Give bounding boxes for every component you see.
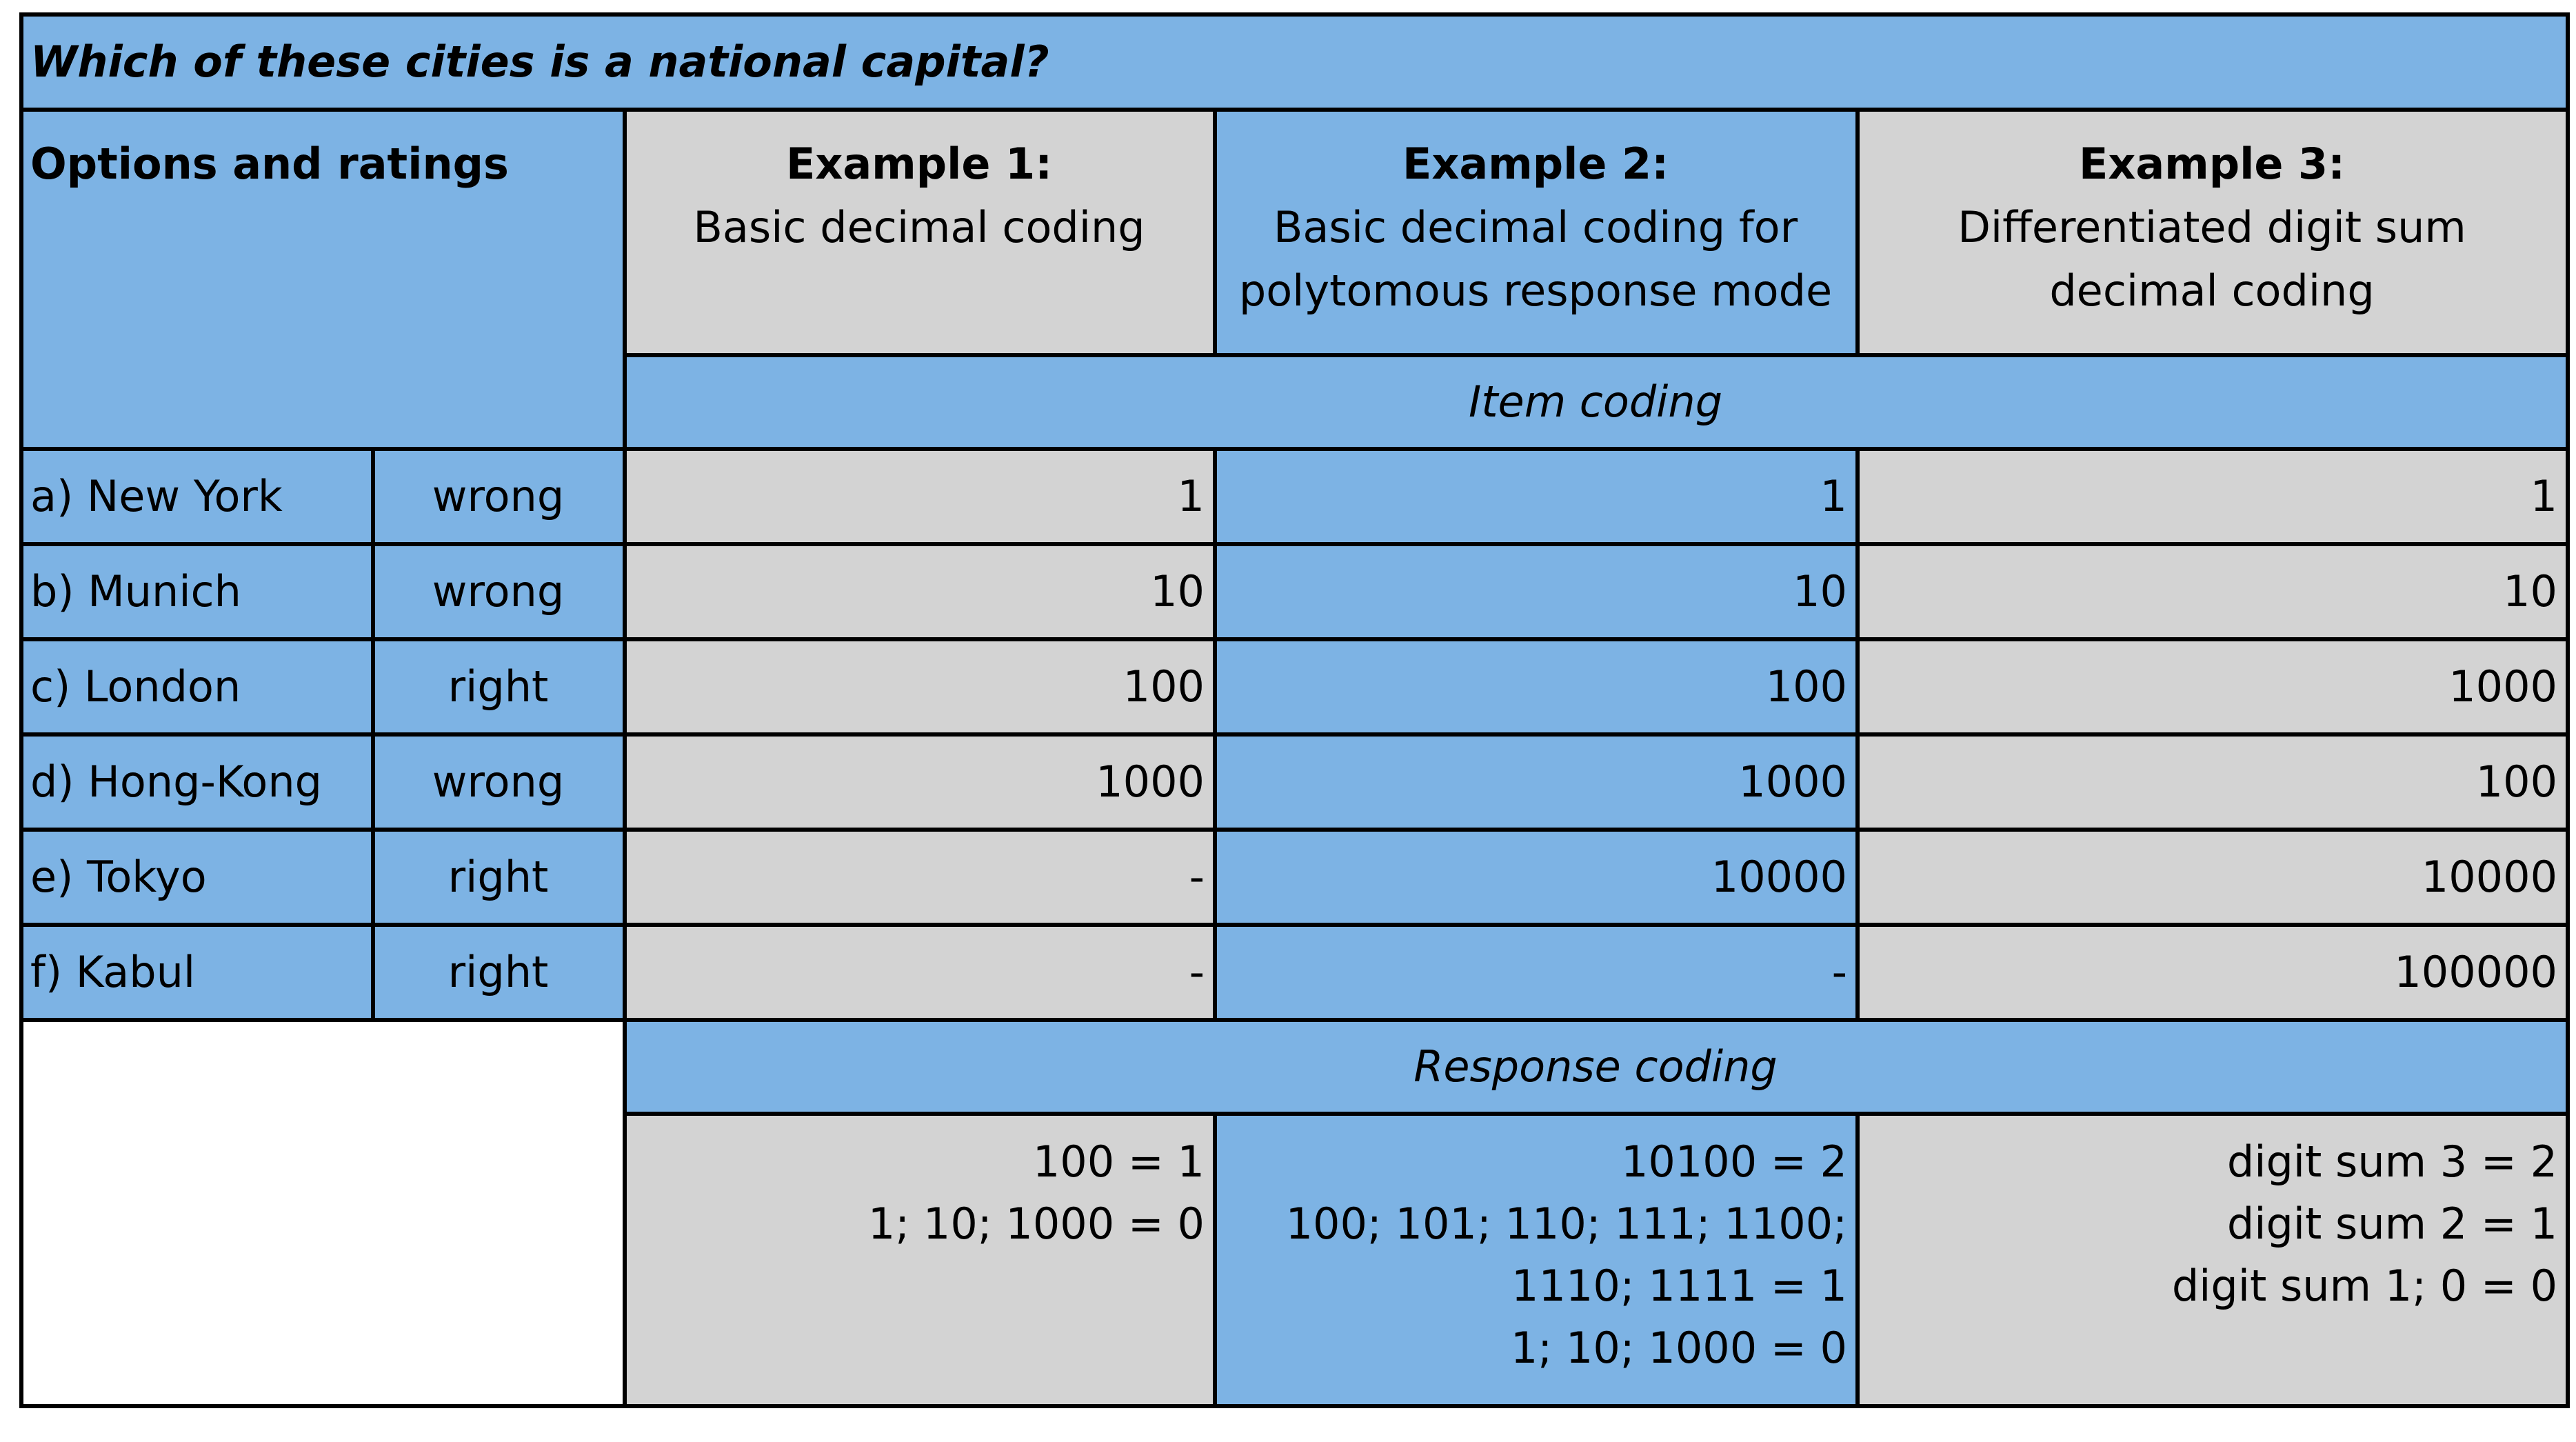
response-coding-header: Response coding [625, 1020, 2568, 1114]
example-3-item-code: 1000 [1858, 639, 2568, 734]
empty-corner-cell [21, 1020, 625, 1406]
example-3-item-code: 1 [1858, 449, 2568, 544]
table-row [21, 830, 2568, 925]
option-label: e) Tokyo [21, 830, 373, 925]
option-label: b) Munich [21, 544, 373, 639]
coding-table-wrapper [19, 12, 2570, 1408]
example-1-item-code: 10 [625, 544, 1215, 639]
example-1-subtitle: Basic decimal coding [693, 202, 1145, 252]
example-2-item-code: 1 [1215, 449, 1858, 544]
table-row [21, 544, 2568, 639]
example-1-title: Example 1: [786, 139, 1052, 189]
option-rating: wrong [373, 734, 625, 830]
example-2-subtitle-line-2: polytomous response mode [1238, 266, 1833, 316]
response-line: 1; 10; 1000 = 0 [1510, 1323, 1847, 1373]
example-3-item-code: 100000 [1858, 925, 2568, 1020]
example-1-item-code: 100 [625, 639, 1215, 734]
option-rating: right [373, 830, 625, 925]
example-1-item-code: - [625, 830, 1215, 925]
response-line: digit sum 1; 0 = 0 [2171, 1261, 2558, 1311]
options-and-ratings-header: Options and ratings [21, 110, 625, 449]
example-2-subtitle-line-1: Basic decimal coding for [1273, 202, 1798, 252]
example-1-item-code: 1000 [625, 734, 1215, 830]
table-title: Which of these cities is a national capital? [21, 14, 2568, 110]
option-rating: wrong [373, 544, 625, 639]
table-row [21, 639, 2568, 734]
option-label: c) London [21, 639, 373, 734]
example-1-header [625, 110, 1215, 355]
option-rating: right [373, 925, 625, 1020]
table-row [21, 925, 2568, 1020]
option-label: d) Hong-Kong [21, 734, 373, 830]
example-2-item-code: 100 [1215, 639, 1858, 734]
response-line: digit sum 2 = 1 [2226, 1199, 2558, 1249]
example-3-title: Example 3: [2079, 139, 2345, 189]
response-line: 1; 10; 1000 = 0 [867, 1199, 1205, 1249]
option-rating: wrong [373, 449, 625, 544]
example-2-header [1215, 110, 1858, 355]
example-2-item-code: 10000 [1215, 830, 1858, 925]
response-line: 100; 101; 110; 111; 1100; [1285, 1199, 1847, 1249]
option-label: f) Kabul [21, 925, 373, 1020]
example-1-item-code: - [625, 925, 1215, 1020]
response-line: 1110; 1111 = 1 [1511, 1261, 1847, 1311]
response-line: 10100 = 2 [1620, 1136, 1847, 1187]
example-3-item-code: 100 [1858, 734, 2568, 830]
example-3-subtitle-line-2: decimal coding [2049, 266, 2375, 316]
option-label: a) New York [21, 449, 373, 544]
example-2-response-coding [1215, 1114, 1858, 1406]
example-1-item-code: 1 [625, 449, 1215, 544]
table-row [21, 734, 2568, 830]
example-1-response-coding [625, 1114, 1215, 1406]
option-rating: right [373, 639, 625, 734]
example-3-subtitle-line-1: Differentiated digit sum [1958, 202, 2466, 252]
response-line: 100 = 1 [1032, 1136, 1205, 1187]
coding-table [19, 12, 2570, 1408]
response-line: digit sum 3 = 2 [2226, 1136, 2558, 1187]
example-2-item-code: - [1215, 925, 1858, 1020]
item-coding-header: Item coding [625, 355, 2568, 449]
example-3-item-code: 10 [1858, 544, 2568, 639]
example-2-item-code: 1000 [1215, 734, 1858, 830]
table-row [21, 449, 2568, 544]
example-2-title: Example 2: [1402, 139, 1669, 189]
example-2-item-code: 10 [1215, 544, 1858, 639]
example-3-header [1858, 110, 2568, 355]
example-3-response-coding [1858, 1114, 2568, 1406]
example-3-item-code: 10000 [1858, 830, 2568, 925]
